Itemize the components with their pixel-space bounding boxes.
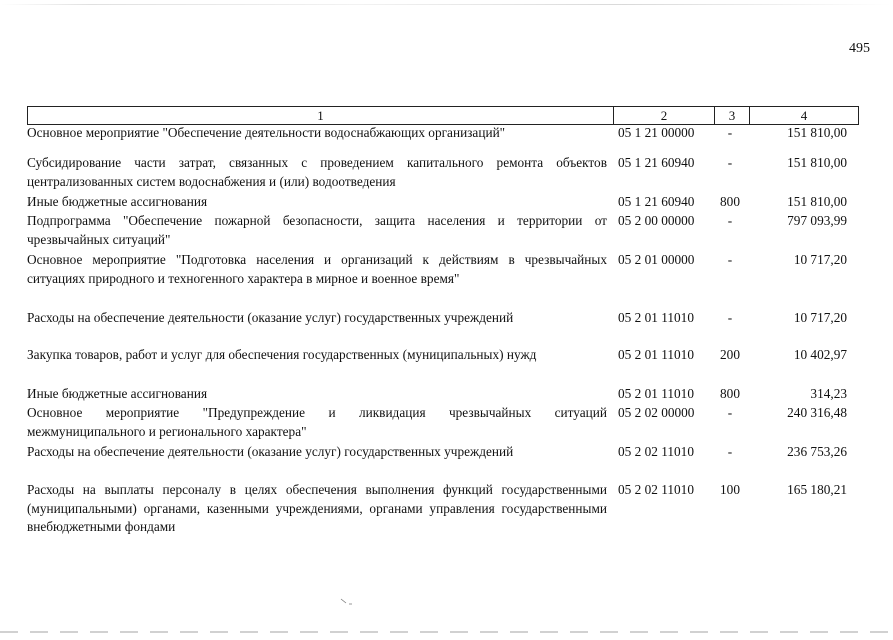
row-name: Основное мероприятие "Обеспечение деятельности водоснабжающих организаций" <box>27 125 506 140</box>
row-code: 05 1 21 00000 <box>618 125 695 140</box>
row-code: 05 2 02 00000 <box>618 405 695 420</box>
header-col-2: 2 <box>614 107 715 124</box>
row-name: Основное мероприятие "Предупреждение и ликвидация чрезвычайных ситуаций межмуниципального и регионального характера" <box>27 405 607 439</box>
page-number: 495 <box>849 41 870 56</box>
row-name: Расходы на обеспечение деятельности (оказание услуг) государственных учреждений <box>27 444 514 459</box>
row-type: - <box>727 155 733 170</box>
row-name: Расходы на выплаты персоналу в целях обеспечения выполнения функций государственными (муниципальными) органами, казенными учреждениями, органами управления государственными внебюджетными фондами <box>27 482 607 534</box>
row-type: 100 <box>720 482 740 497</box>
row-type: - <box>727 252 733 267</box>
row-type: 200 <box>720 347 740 362</box>
row-code: 05 2 02 11010 <box>618 482 694 497</box>
scan-speck-mark <box>340 598 354 606</box>
row-type: - <box>727 405 733 420</box>
row-code: 05 1 21 60940 <box>618 155 695 170</box>
row-code: 05 2 01 11010 <box>618 310 694 325</box>
row-type: - <box>727 310 733 325</box>
row-code: 05 2 01 00000 <box>618 252 695 267</box>
row-sum: 240 316,48 <box>787 405 847 420</box>
row-name: Иные бюджетные ассигнования <box>27 194 208 209</box>
header-col-1: 1 <box>28 107 614 124</box>
row-type: - <box>727 444 733 459</box>
row-code: 05 2 00 00000 <box>618 213 695 228</box>
row-name: Закупка товаров, работ и услуг для обеспечения государственных (муниципальных) нужд <box>27 347 537 362</box>
row-sum: 10 717,20 <box>793 252 847 267</box>
table-header <box>27 106 859 125</box>
row-code: 05 2 02 11010 <box>618 444 694 459</box>
row-name: Основное мероприятие "Подготовка населения и организаций к действиям в чрезвычайных ситуациях природного и техногенного характера в мирное и военное время" <box>27 252 607 286</box>
row-type: 800 <box>720 194 740 209</box>
row-sum: 165 180,21 <box>787 482 847 497</box>
scan-edge-bottom <box>0 631 893 633</box>
scan-edge-top <box>0 4 893 5</box>
row-name: Субсидирование части затрат, связанных с проведением капитального ремонта объектов централизованных систем водоснабжения и (или) водоотведения <box>27 155 607 189</box>
row-type: - <box>727 125 733 140</box>
row-name: Подпрограмма "Обеспечение пожарной безопасности, защита населения и территории от чрезвычайных ситуаций" <box>27 213 607 247</box>
row-sum: 10 402,97 <box>793 347 847 362</box>
row-type: - <box>727 213 733 228</box>
row-name: Иные бюджетные ассигнования <box>27 386 208 401</box>
header-col-3: 3 <box>715 107 750 124</box>
row-name: Расходы на обеспечение деятельности (оказание услуг) государственных учреждений <box>27 310 514 325</box>
row-sum: 10 717,20 <box>793 310 847 325</box>
row-sum: 151 810,00 <box>787 155 847 170</box>
row-sum: 797 093,99 <box>787 213 847 228</box>
row-type: 800 <box>720 386 740 401</box>
row-sum: 236 753,26 <box>787 444 847 459</box>
row-sum: 151 810,00 <box>787 125 847 140</box>
header-col-4: 4 <box>800 108 808 123</box>
row-code: 05 1 21 60940 <box>618 194 695 209</box>
row-code: 05 2 01 11010 <box>618 386 694 401</box>
row-code: 05 2 01 11010 <box>618 347 694 362</box>
row-sum: 314,23 <box>810 386 847 401</box>
row-sum: 151 810,00 <box>787 194 847 209</box>
